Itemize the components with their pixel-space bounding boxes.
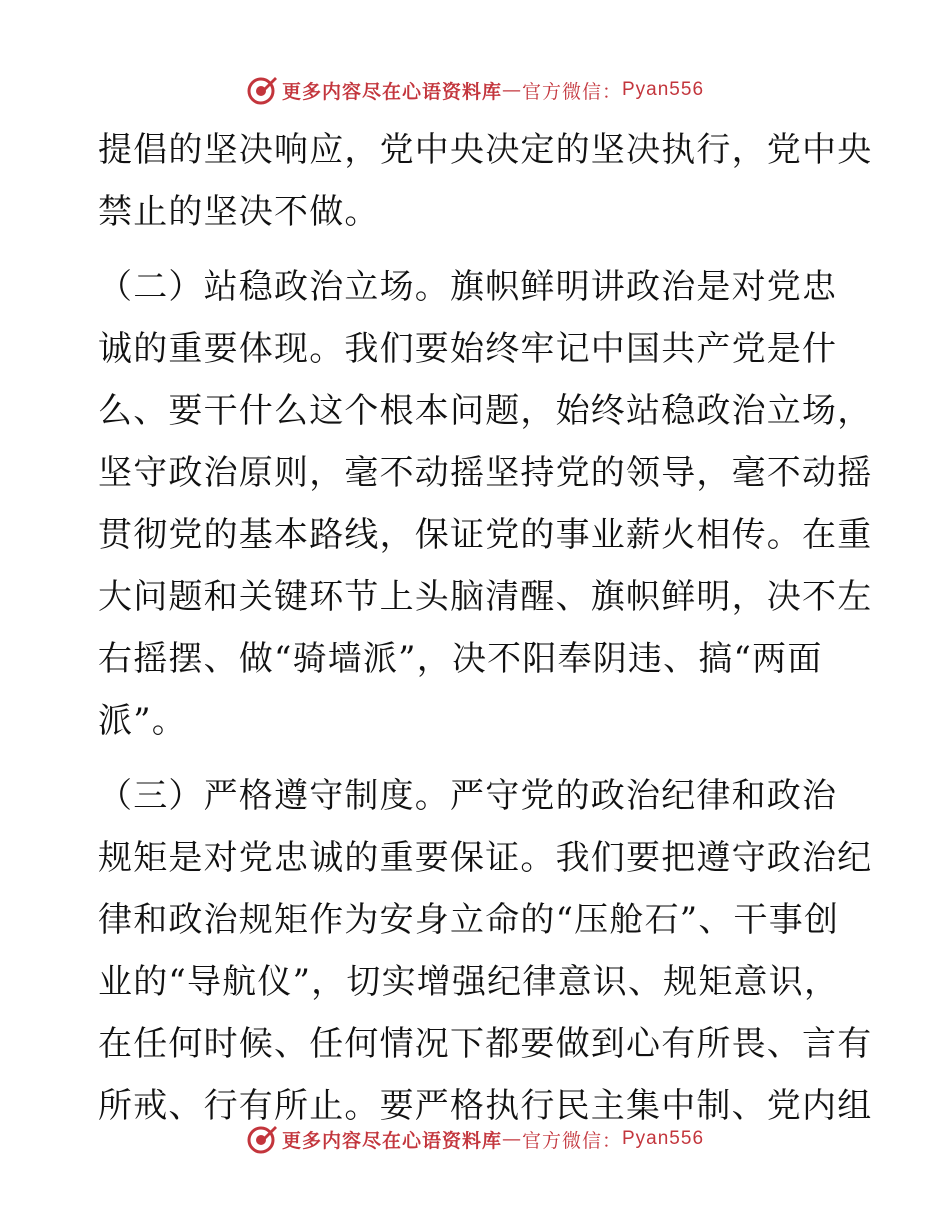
pen-logo-icon [246, 1123, 278, 1155]
paragraph-1 [98, 119, 873, 243]
text-line: 贯彻党的基本路线，保证党的事业薪火相传。在重 [98, 515, 873, 555]
text-line: 诚的重要体现。我们要始终牢记中国共产党是什 [98, 329, 838, 369]
footer-watermark [0, 1119, 950, 1159]
text-line: 么、要干什么这个根本问题，始终站稳政治立场， [98, 391, 873, 431]
watermark-text: 更多内容尽在心语资料库 [281, 1129, 502, 1152]
text-line: 提倡的坚决响应，党中央决定的坚决执行，党中央 [98, 130, 873, 170]
text-line: 禁止的坚决不做。 [98, 192, 380, 232]
watermark-separator: — [501, 1128, 522, 1150]
text-line: （二）站稳政治立场。旗帜鲜明讲政治是对党忠 [98, 267, 838, 307]
watermark-wechat-id: Pyan556 [622, 79, 705, 100]
text-line: 所戒、行有所止。要严格执行民主集中制、党内组 [98, 1086, 873, 1126]
pen-logo-icon [246, 74, 278, 106]
watermark-wechat-label: 官方微信： [521, 1129, 622, 1152]
text-line: 派”。 [98, 701, 187, 741]
paragraph-2 [98, 256, 873, 752]
paragraph-3 [98, 765, 873, 1137]
text-line: 律和政治规矩作为安身立命的“压舱石”、干事创 [98, 900, 840, 940]
watermark-text: 更多内容尽在心语资料库 [281, 80, 502, 103]
document-body [98, 119, 873, 1150]
watermark-wechat-label: 官方微信： [521, 80, 622, 103]
text-line: 规矩是对党忠诚的重要保证。我们要把遵守政治纪 [98, 838, 873, 878]
text-line: （三）严格遵守制度。严守党的政治纪律和政治 [98, 776, 838, 816]
text-line: 右摇摆、做“骑墙派”，决不阳奉阴违、搞“两面 [98, 639, 823, 679]
text-line: 在任何时候、任何情况下都要做到心有所畏、言有 [98, 1024, 873, 1064]
watermark-wechat-id: Pyan556 [622, 1128, 705, 1149]
text-line: 业的“导航仪”，切实增强纪律意识、规矩意识， [98, 962, 840, 1002]
header-watermark [0, 70, 950, 110]
watermark-separator: — [501, 79, 522, 101]
text-line: 坚守政治原则，毫不动摇坚持党的领导，毫不动摇 [98, 453, 873, 493]
text-line: 大问题和关键环节上头脑清醒、旗帜鲜明，决不左 [98, 577, 873, 617]
